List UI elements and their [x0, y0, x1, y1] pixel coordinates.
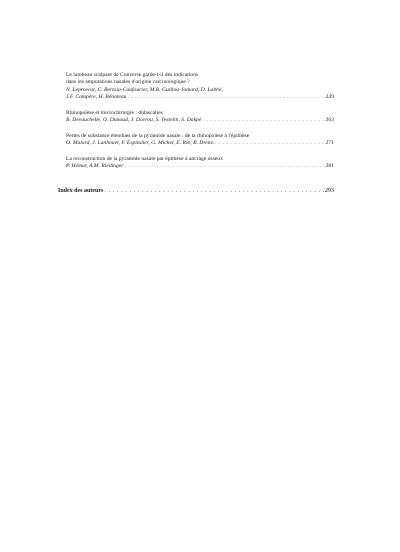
- entry-last-line: [66, 140, 334, 147]
- entry-authors: J.F. Compère, H. Bénateau: [66, 93, 127, 100]
- entry-authors: N. Leprovost, C. Bertoia-Caufourier, M.R. Guillou-Jamard, D. Labbé,: [66, 86, 223, 93]
- page-number: 263: [325, 116, 334, 123]
- toc-entry[interactable]: [66, 133, 334, 148]
- author-index-entry[interactable]: [58, 188, 334, 194]
- entry-authors: P. Hémar, A.M. Riedinger: [66, 163, 124, 170]
- entry-authors: B. Devauchelle, O. Dunaud, J. Davrou, S. Testelin, S. Dakpé: [66, 116, 202, 123]
- toc-entry[interactable]: [66, 72, 334, 101]
- toc-entry[interactable]: [66, 110, 334, 125]
- dot-leader: [127, 94, 324, 101]
- entry-last-line: [66, 94, 334, 101]
- entry-title: Le lambeau scalpant de Converse garde-t-il des indications: [66, 72, 199, 78]
- entry-authors: O. Malard, J. Lanhouet, F. Espitalier, G. Michel, E. Rio, B. Dreno: [66, 140, 214, 147]
- author-index-label: Index des auteurs: [58, 188, 104, 194]
- entry-title: Rhinopoïèse et microchirurgie : didascalies: [66, 109, 163, 116]
- entry-title: Pertes de substance étendues de la pyramide nasale : de la rhinopoïèse à l'épithèse: [66, 132, 250, 139]
- toc-entry[interactable]: [66, 156, 334, 171]
- page-number: 271: [325, 140, 334, 147]
- table-of-contents: [66, 72, 334, 179]
- page-number: 281: [325, 163, 334, 170]
- entry-last-line: [66, 117, 334, 124]
- page-number: 249: [325, 93, 334, 100]
- page-number: 293: [325, 188, 334, 194]
- dot-leader: [214, 140, 324, 147]
- entry-title: dans les amputations nasales d'origine carcinologique ?: [66, 79, 190, 86]
- dot-leader: [124, 163, 324, 170]
- dot-leader: [202, 117, 324, 124]
- entry-last-line: [66, 163, 334, 170]
- dot-leader: [104, 188, 324, 194]
- entry-title: La reconstruction de la pyramide nasale par épithèse à ancrage osseux: [66, 155, 223, 162]
